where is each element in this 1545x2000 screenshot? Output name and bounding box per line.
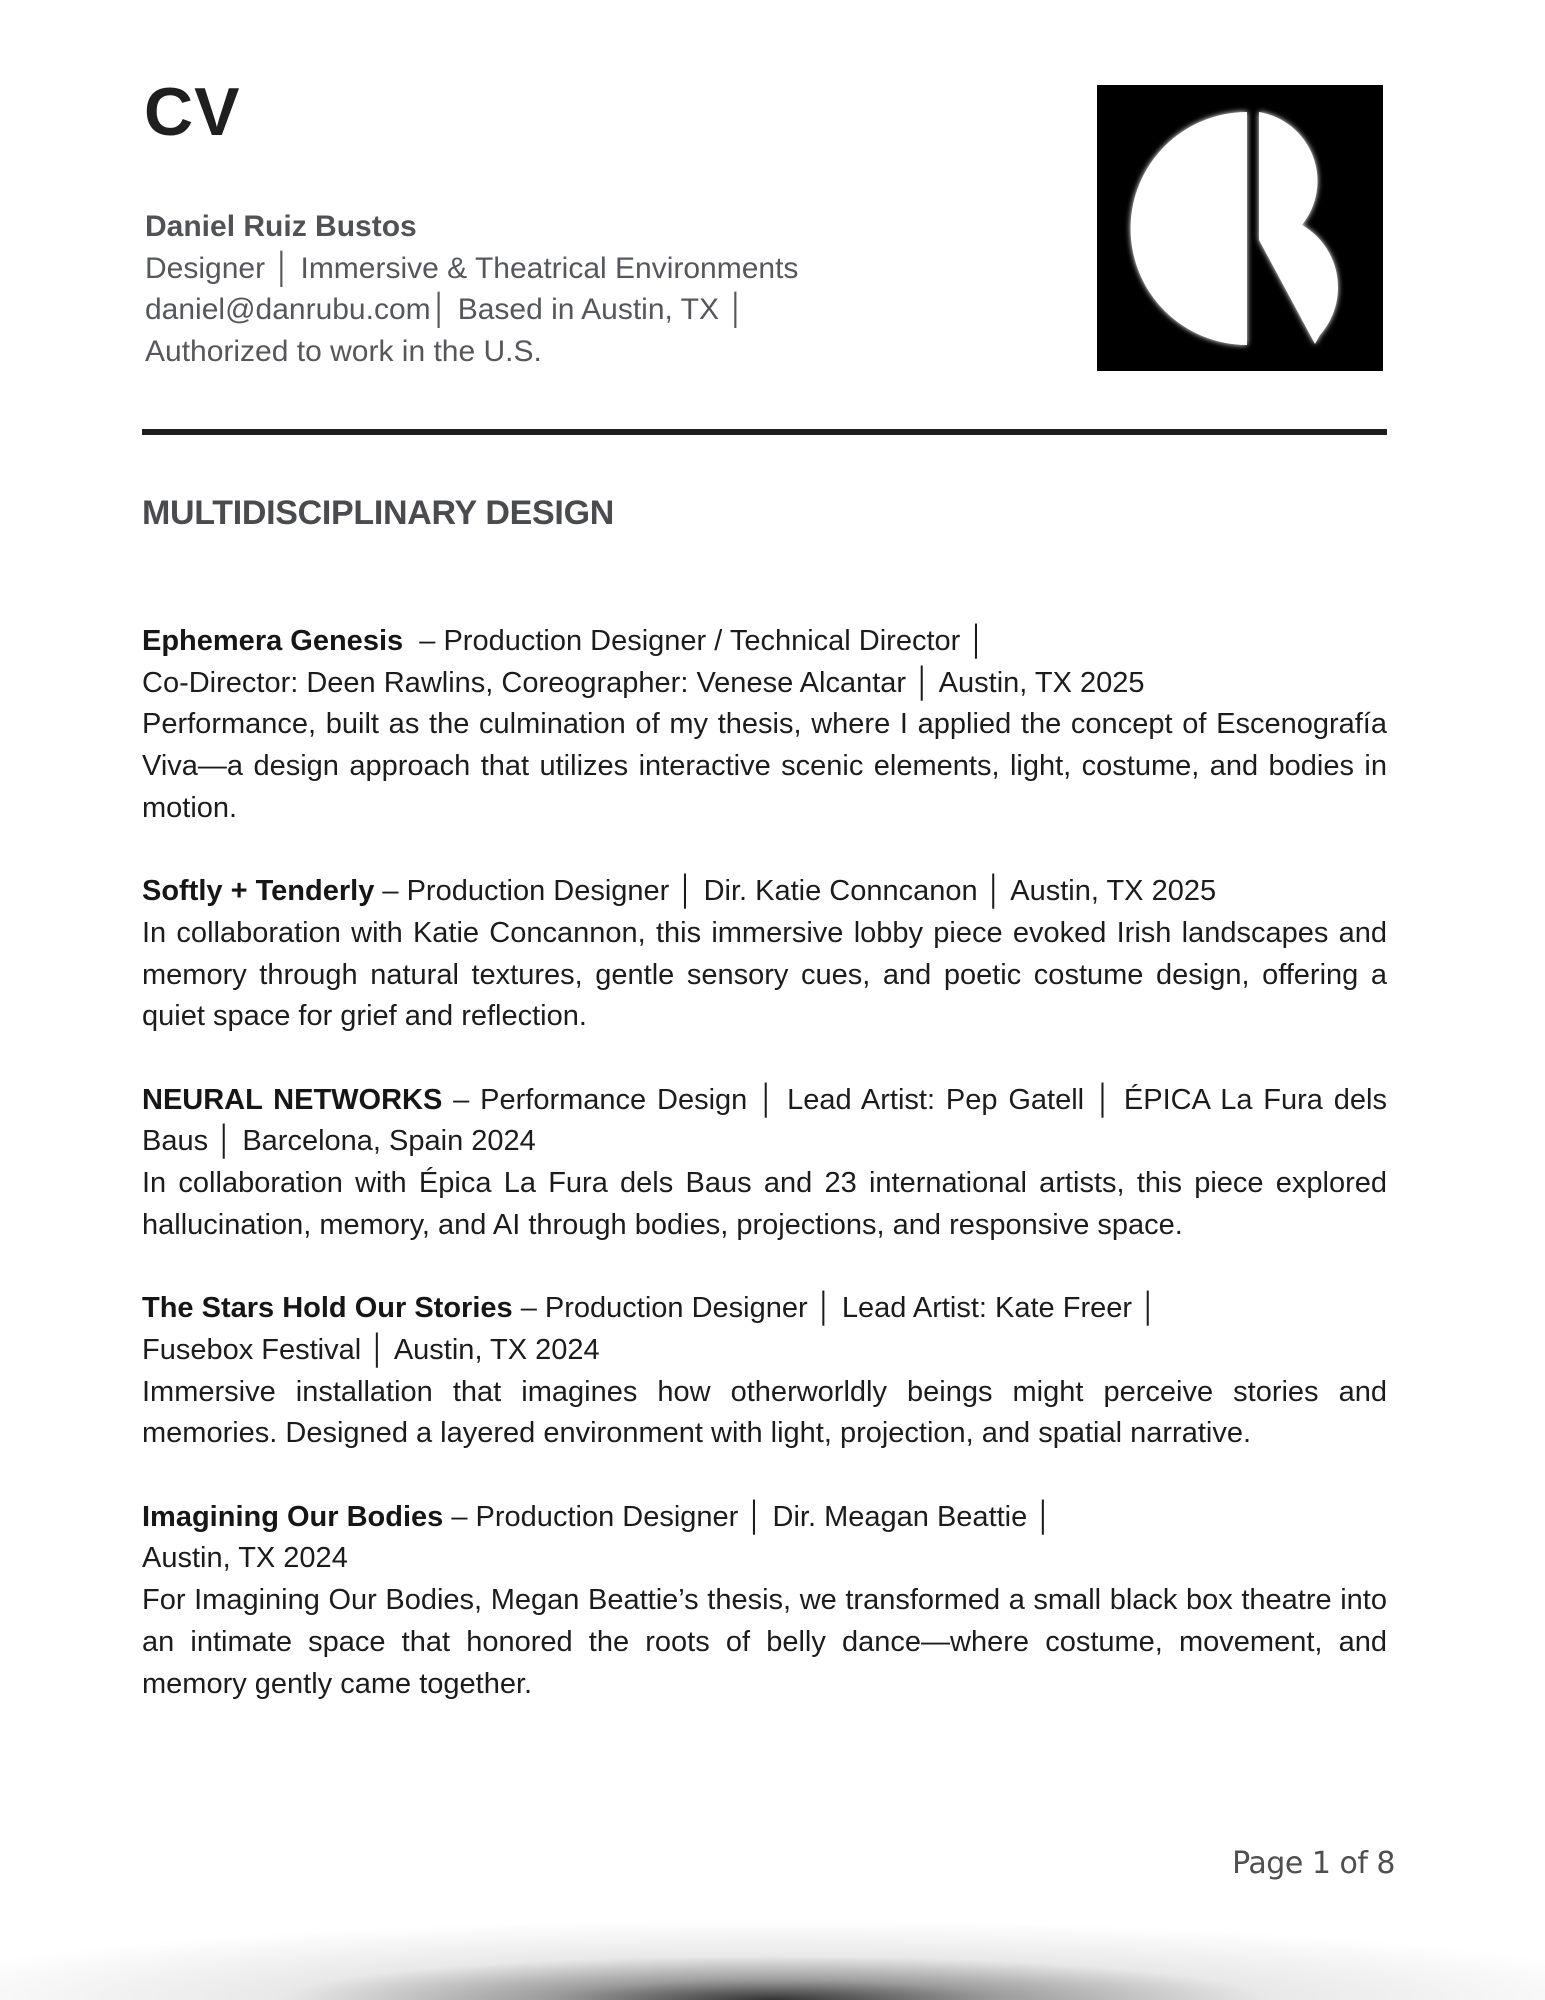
project-credits-line2: Fusebox Festival │ Austin, TX 2024 (142, 1333, 600, 1366)
page-number: Page 1 of 8 (1232, 1846, 1395, 1881)
logo-glyph-svg (1097, 85, 1383, 371)
dr-monogram-logo-icon (1097, 85, 1383, 371)
contact-block (145, 206, 885, 372)
project-header (142, 1080, 1387, 1163)
project-description: Immersive installation that imagines how otherworldly beings might perceive stories and memories. Designed a layered environment with light, projection, and spatial narrative. (142, 1375, 1387, 1450)
project-entry (142, 871, 1387, 1038)
project-title: The Stars Hold Our Stories (142, 1292, 513, 1325)
role-line: Designer │ Immersive & Theatrical Environments (145, 251, 799, 285)
page-bottom-shadow (0, 1920, 1545, 2000)
project-entry (142, 621, 1387, 830)
project-entry (142, 1080, 1387, 1247)
project-header (142, 871, 1387, 913)
project-credits: – Production Designer │ Lead Artist: Kate Freer │ (512, 1292, 1159, 1325)
project-credits-line2: Co-Director: Deen Rawlins, Coreographer: Venese Alcantar │ Austin, TX 2025 (142, 666, 1145, 699)
contact-line: daniel@danrubu.com│ Based in Austin, TX │ (145, 293, 747, 326)
project-title: Ephemera Genesis (142, 625, 404, 657)
project-credits: – Production Designer / Technical Director │ (403, 625, 987, 657)
header-divider (142, 429, 1387, 435)
project-entry (142, 1497, 1387, 1706)
person-name: Daniel Ruiz Bustos (145, 210, 417, 243)
project-entry (142, 1288, 1387, 1455)
project-description: In collaboration with Katie Concannon, this immersive lobby piece evoked Irish landscapes and memory through natural textures, gentle sensory cues, and poetic costume design, offering a quiet space for grief and reflection. (142, 916, 1387, 1033)
project-header (142, 621, 1387, 663)
project-title: NEURAL NETWORKS (142, 1083, 443, 1116)
project-description: For Imagining Our Bodies, Megan Beattie’s thesis, we transformed a small black box theatre into an intimate space that honored the roots of belly dance—where costume, movement, and memory gently came together. (142, 1584, 1387, 1700)
work-authorization-line: Authorized to work in the U.S. (145, 334, 542, 368)
project-header (142, 1497, 1387, 1539)
section-heading: MULTIDISCIPLINARY DESIGN (142, 494, 614, 532)
project-description: Performance, built as the culmination of my thesis, where I applied the concept of Escenografía Viva—a design approach that utilizes interactive scenic elements, light, costume, and bodies in motion. (142, 708, 1387, 824)
document-title: CV (144, 74, 241, 150)
project-description: In collaboration with Épica La Fura dels Baus and 23 international artists, this piece explored hallucination, memory, and AI through bodies, projections, and responsive space. (142, 1167, 1387, 1241)
project-credits-line2: Austin, TX 2024 (142, 1542, 348, 1575)
project-credits: – Production Designer │ Dir. Katie Conncanon │ Austin, TX 2025 (374, 875, 1217, 908)
project-credits: – Performance Design │ Lead Artist: Pep Gatell │ ÉPICA La Fura dels Baus │ Barcelona, Spain 2024 (142, 1083, 1387, 1158)
project-title: Imagining Our Bodies (142, 1500, 444, 1533)
project-header (142, 1288, 1387, 1330)
project-credits: – Production Designer │ Dir. Meagan Beattie │ (443, 1500, 1054, 1533)
project-title: Softly + Tenderly (142, 875, 375, 908)
project-list (142, 621, 1387, 1747)
